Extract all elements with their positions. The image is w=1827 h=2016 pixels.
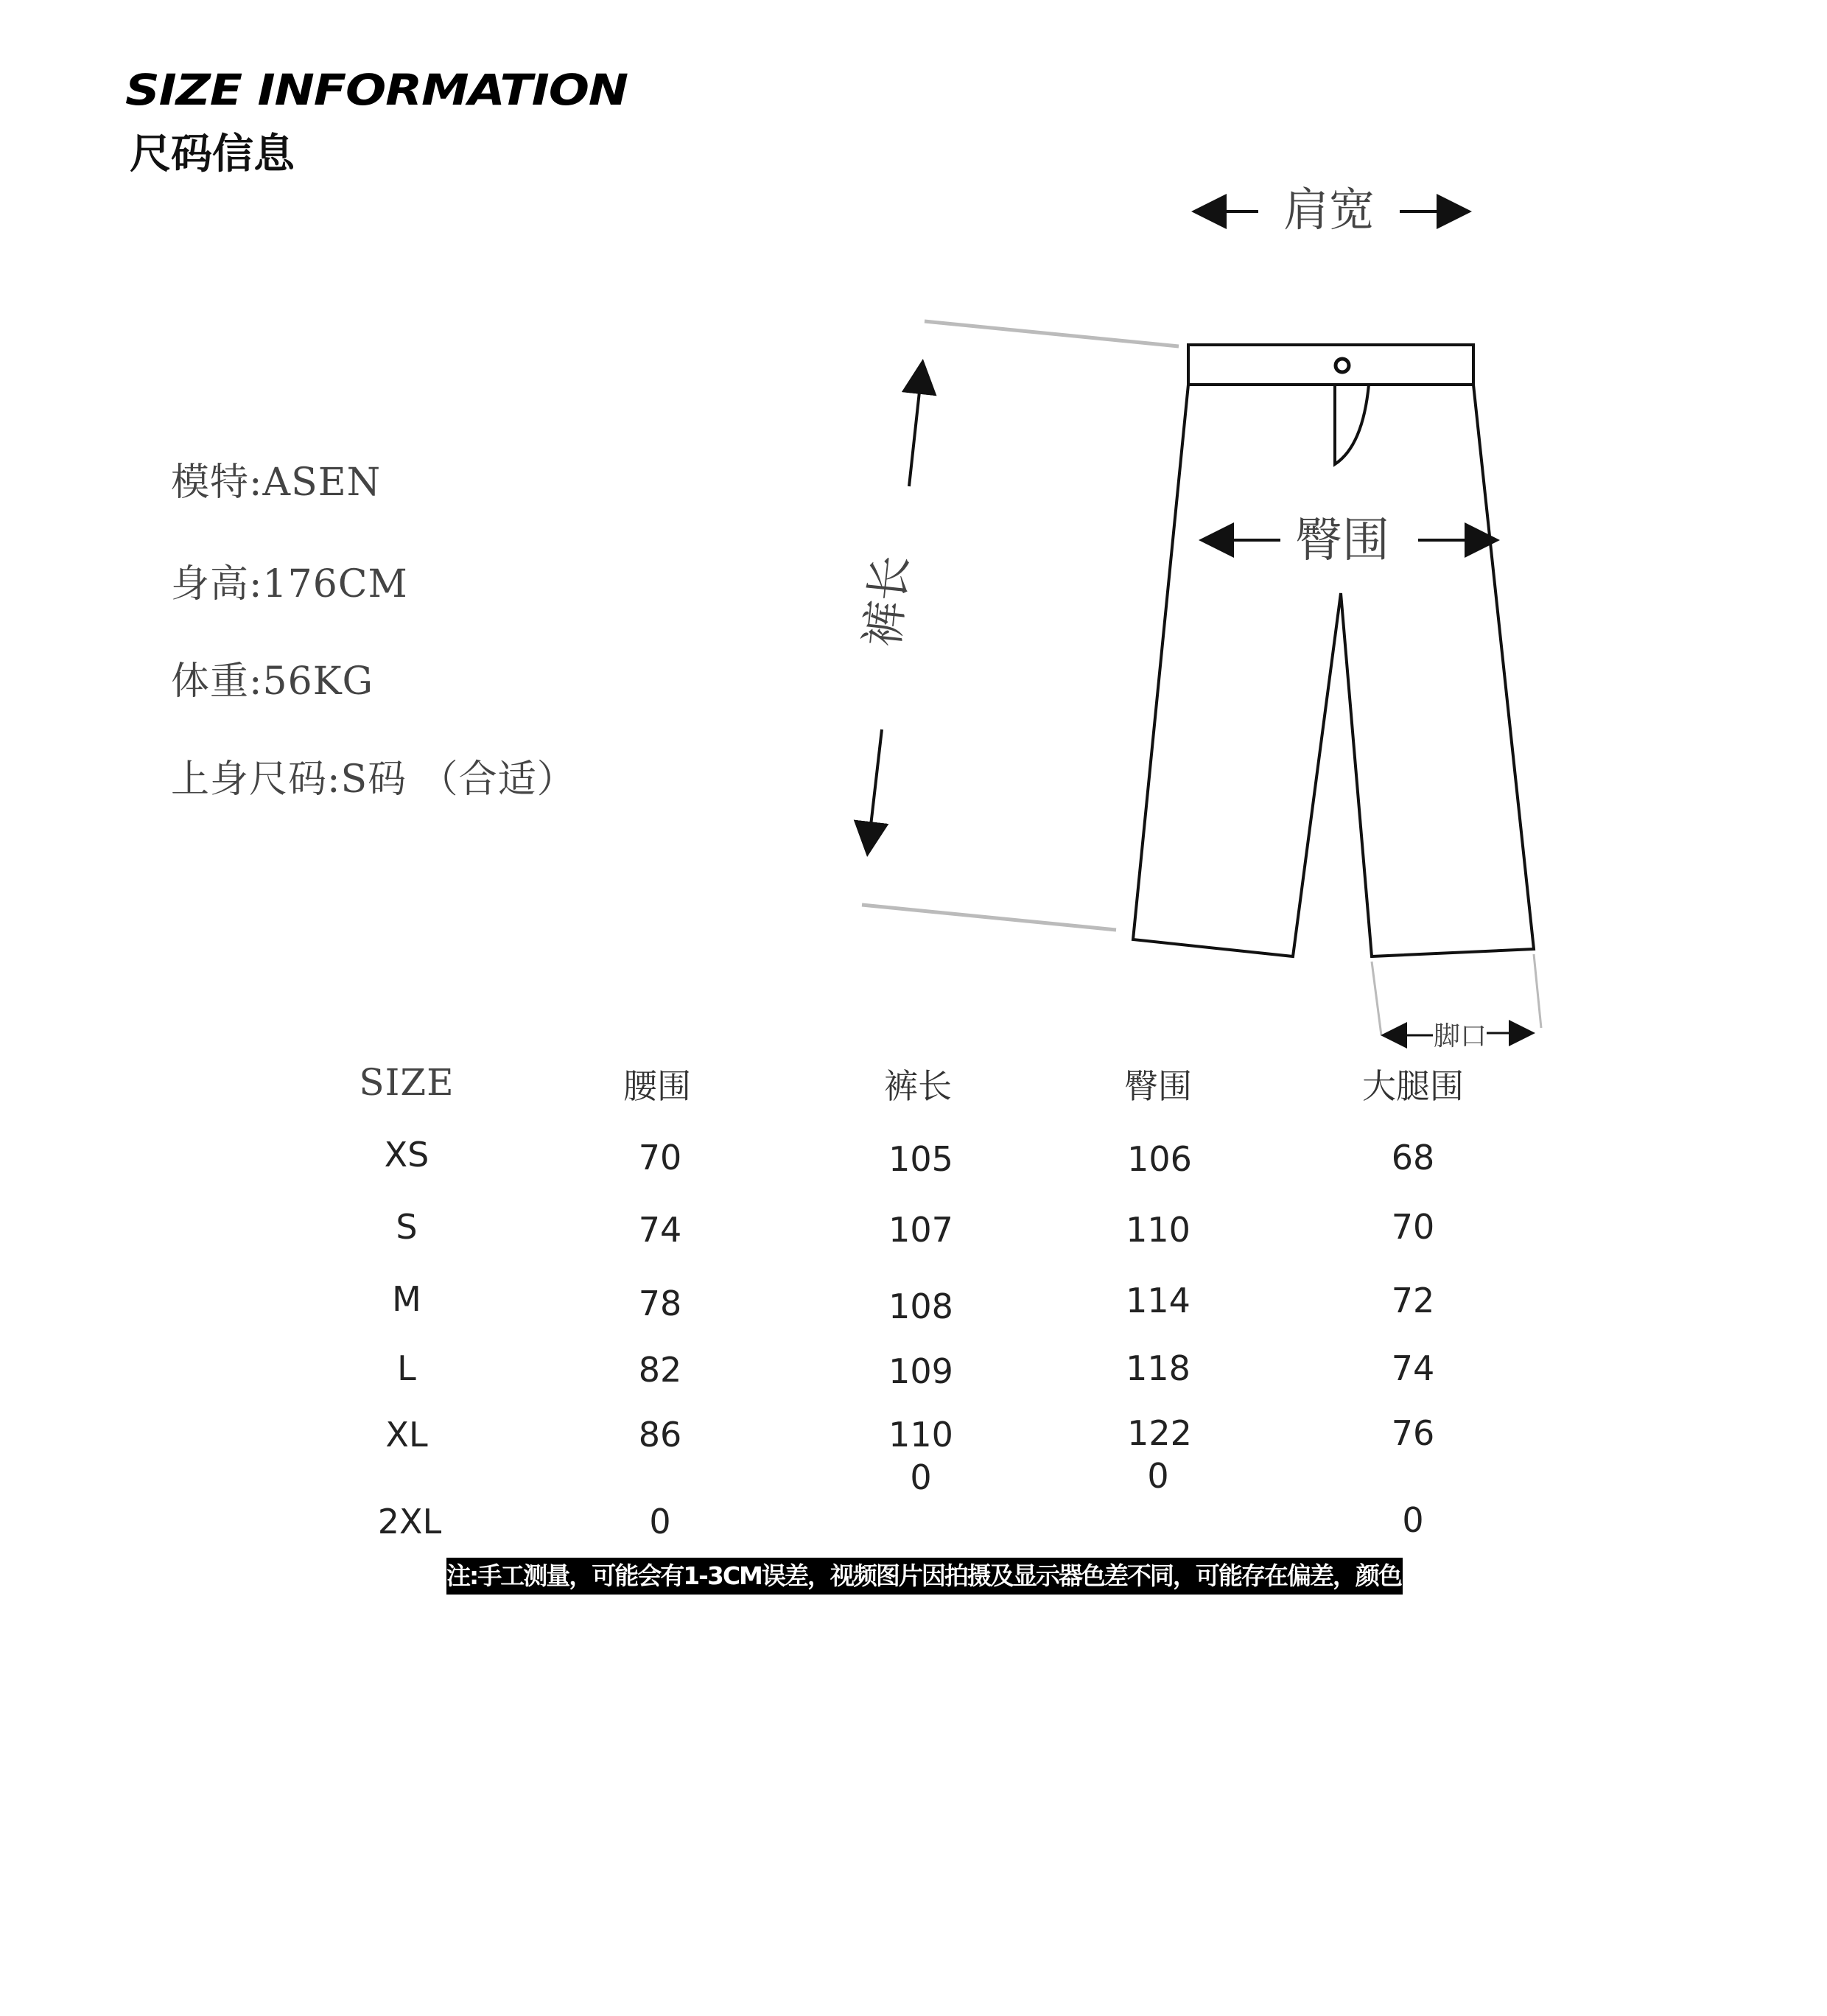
waistband <box>1188 345 1473 385</box>
table-cell: 0 <box>910 1457 932 1497</box>
table-cell: 82 <box>638 1350 682 1390</box>
hem-indicator <box>1372 954 1541 1051</box>
table-cell: 110 <box>888 1415 953 1455</box>
hem-label: 脚口 <box>1433 1021 1487 1051</box>
table-cell: L <box>397 1348 416 1388</box>
table-cell: 70 <box>638 1138 682 1177</box>
title-english: SIZE INFORMATION <box>125 65 628 115</box>
table-cell: 122 <box>1127 1413 1192 1453</box>
table-cell: 70 <box>1391 1207 1435 1247</box>
header-hip: 臀围 <box>1124 1066 1192 1106</box>
table-cell: 76 <box>1391 1413 1435 1453</box>
pants-outline <box>1133 385 1534 956</box>
table-cell: 74 <box>1391 1348 1435 1388</box>
table-cell: 114 <box>1126 1281 1190 1320</box>
table-cell: 68 <box>1391 1138 1435 1177</box>
header-thigh: 大腿围 <box>1362 1066 1464 1106</box>
table-cell: 118 <box>1126 1348 1190 1388</box>
table-cell: 78 <box>638 1284 682 1323</box>
table-cell: 86 <box>638 1415 682 1455</box>
table-cell: 0 <box>649 1502 671 1541</box>
table-cell: S <box>396 1207 418 1247</box>
length-indicator <box>855 365 922 851</box>
title-chinese: 尺码信息 <box>130 130 295 178</box>
table-cell: 109 <box>888 1351 953 1391</box>
model-name: 模特:ASEN <box>171 461 382 505</box>
table-cell: 0 <box>1402 1500 1424 1540</box>
table-cell: 74 <box>638 1210 682 1250</box>
header-waist: 腰围 <box>623 1066 691 1106</box>
table-cell: 72 <box>1391 1281 1435 1320</box>
table-cell: 108 <box>888 1287 953 1326</box>
hip-label: 臀围 <box>1295 514 1389 568</box>
shoulder-label: 肩宽 <box>1283 183 1375 237</box>
header-length: 裤长 <box>884 1066 952 1106</box>
length-label: 裤长 <box>855 553 919 650</box>
model-height: 身高:176CM <box>171 562 408 606</box>
table-cell: 107 <box>888 1210 953 1250</box>
button-icon <box>1336 359 1349 372</box>
table-cell: M <box>392 1279 421 1319</box>
table-cell: 0 <box>1147 1456 1169 1496</box>
table-cell: 110 <box>1126 1210 1190 1250</box>
table-cell: XS <box>384 1135 429 1175</box>
table-cell: XL <box>385 1415 428 1455</box>
model-size: 上身尺码:S码 （合适） <box>171 757 576 802</box>
bottom-guide-line <box>862 905 1116 930</box>
fly-detail <box>1335 385 1369 464</box>
model-weight: 体重:56KG <box>171 659 374 704</box>
table-cell: 105 <box>888 1139 953 1179</box>
shoulder-width-indicator <box>1197 183 1466 237</box>
table-cell: 2XL <box>377 1502 442 1541</box>
top-guide-line <box>925 321 1179 346</box>
hip-indicator <box>1204 514 1494 568</box>
header-size: SIZE <box>359 1061 455 1104</box>
table-cell: 106 <box>1127 1139 1192 1179</box>
measurement-note: 注:手工测量，可能会有1-3CM误差，视频图片因拍摄及显示器色差不同，可能存在偏差，颜色以实物为准 <box>446 1558 1403 1595</box>
